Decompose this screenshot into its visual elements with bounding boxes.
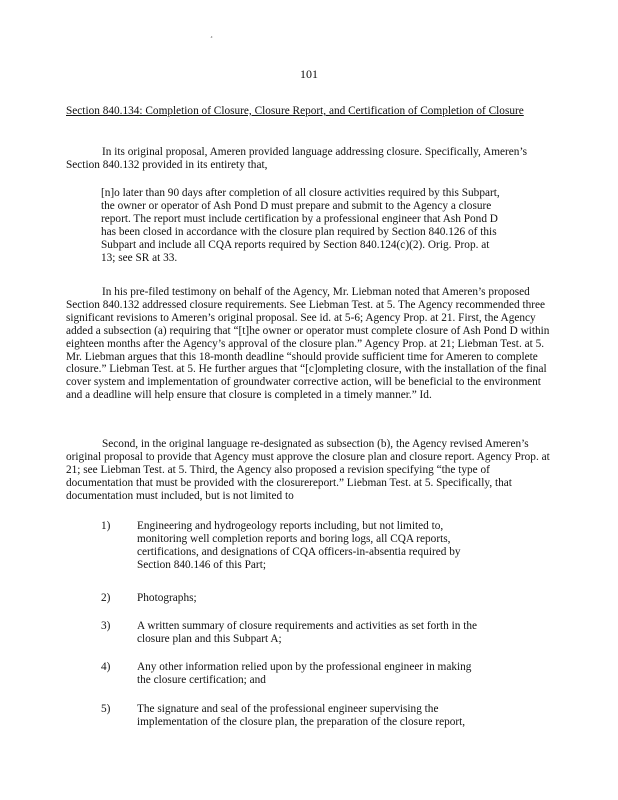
list-item-text: A written summary of closure requirements and activities as set forth in the closure plan and this Subpart A; (137, 620, 478, 645)
block-quote: [n]o later than 90 days after completion of all closure activities required by this Subpart, the owner or operator of Ash Pond D must prepare and submit to the Agency a closure report. The report must include certification by a professional engineer that Ash Pond D has been closed in accordance with the closure plan required by Section 840.126 of this Subpart and include all CQA reports required by Section 840.124(c)(2). Orig. Prop. at 13; see SR at 33. (101, 187, 500, 264)
list-item-number: 5) (101, 703, 111, 715)
page-number: 101 (300, 67, 318, 81)
paragraph-3: Second, in the original language re-designated as subsection (b), the Agency revised Ameren’s original proposal to provide that Agency must approve the closure plan and closure report. Agency Prop. at 21; see Liebman Test. at 5. Third, the Agency also proposed a revision specifying “the type of documentation that must be provided with the closurereport.” Liebman Test. at 5. Specifically, that documentation must included, but is not limited to (66, 438, 550, 502)
paragraph-2: In his pre-filed testimony on behalf of the Agency, Mr. Liebman noted that Ameren’s proposed Section 840.132 addressed closure requirements. See Liebman Test. at 5. The Agency recommended three significant revisions to Ameren’s original proposal. See id. at 5-6; Agency Prop. at 21. First, the Agency added a subsection (a) requiring that “[t]he owner or operator must complete closure of Ash Pond D within eighteen months after the Agency’s approval of the closure plan.” Agency Prop. at 21; Liebman Test. at 5. Mr. Liebman argues that this 18-month deadline “should provide sufficient time for Ameren to complete closure.” Liebman Test. at 5. He further argues that “[c]ompleting closure, with the installation of the final cover system and implementation of groundwater corrective action, will be beneficial to the environment and a deadline will help ensure that closure is completed in a timely manner.” Id. (66, 286, 550, 402)
section-heading: Section 840.134: Completion of Closure, Closure Report, and Certification of Completion of Closure (66, 105, 524, 117)
scan-artifact-mark: ¸ (210, 28, 213, 38)
paragraph-1: In its original proposal, Ameren provided language addressing closure. Specifically, Ameren’s Section 840.132 provided in its entirety that, (66, 146, 527, 171)
list-item-number: 4) (101, 661, 111, 673)
list-item-text: Any other information relied upon by the professional engineer in making the closure certification; and (137, 661, 472, 686)
list-item-number: 3) (101, 620, 111, 632)
list-item-number: 1) (101, 520, 111, 532)
list-item-text: The signature and seal of the professional engineer supervising the implementation of the closure plan, the preparation of the closure report, (137, 703, 466, 728)
list-item-number: 2) (101, 592, 111, 604)
list-item-text: Engineering and hydrogeology reports including, but not limited to, monitoring well completion reports and boring logs, all CQA reports, certifications, and designations of CQA officers-in-absentia required by Section 840.146 of this Part; (137, 520, 461, 571)
list-item-text: Photographs; (137, 592, 197, 604)
